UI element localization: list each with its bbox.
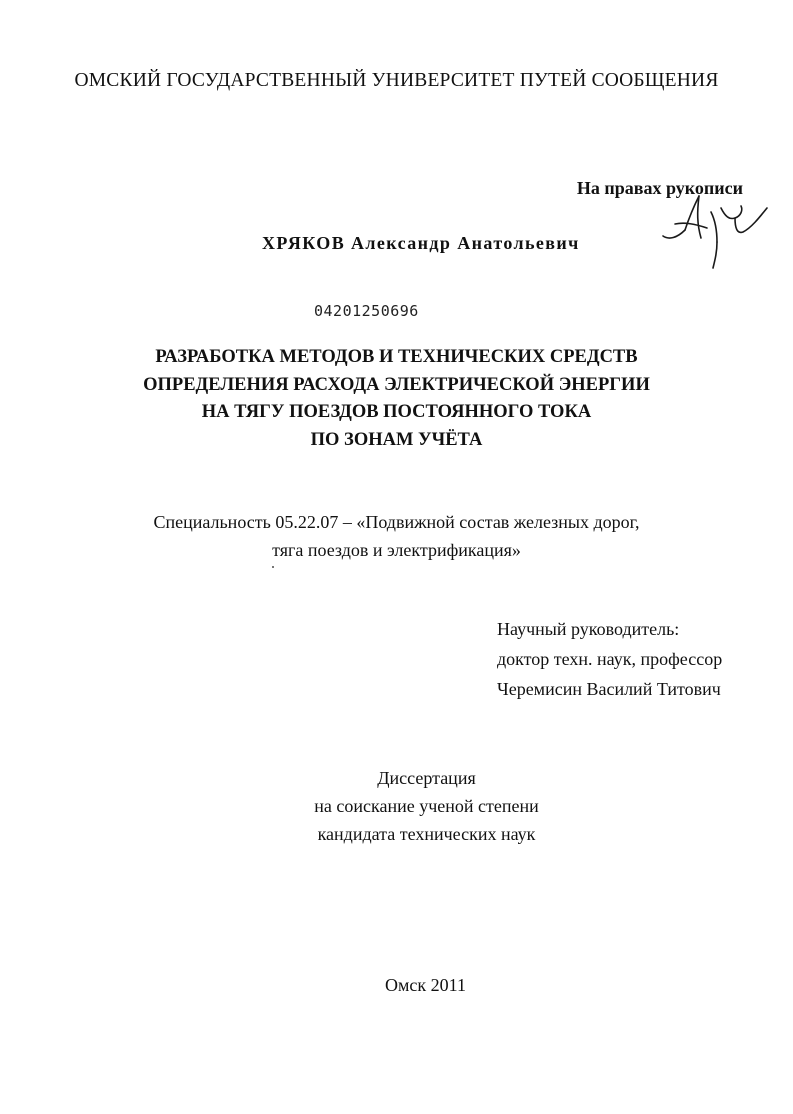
title-line: ПО ЗОНАМ УЧЁТА bbox=[310, 429, 483, 450]
dissertation-line: на соискание ученой степени bbox=[314, 796, 539, 816]
title-line: НА ТЯГУ ПОЕЗДОВ ПОСТОЯННОГО ТОКА bbox=[201, 402, 592, 422]
supervisor-degree: доктор техн. наук, профессор bbox=[497, 649, 723, 669]
place-year: Омск 2011 bbox=[385, 975, 466, 995]
supervisor-block bbox=[497, 614, 722, 704]
supervisor-label: Научный руководитель: bbox=[497, 619, 680, 639]
author-name: ХРЯКОВ Александр Анатольевич bbox=[262, 233, 580, 253]
dissertation-line: кандидата технических наук bbox=[317, 824, 536, 844]
dissertation-type bbox=[0, 764, 793, 848]
supervisor-name: Черемисин Василий Титович bbox=[497, 679, 721, 699]
university-name: ОМСКИЙ ГОСУДАРСТВЕННЫЙ УНИВЕРСИТЕТ ПУТЕЙ СООБЩЕНИЯ bbox=[74, 70, 719, 91]
title-line: РАЗРАБОТКА МЕТОДОВ И ТЕХНИЧЕСКИХ СРЕДСТВ bbox=[155, 347, 638, 367]
rights-note: На правах рукописи bbox=[576, 178, 743, 198]
scan-speck bbox=[272, 566, 274, 568]
specialty-line: Специальность 05.22.07 – «Подвижной состав железных дорог, bbox=[153, 512, 640, 532]
dissertation-line: Диссертация bbox=[377, 768, 476, 788]
title-line: ОПРЕДЕЛЕНИЯ РАСХОДА ЭЛЕКТРИЧЕСКОЙ ЭНЕРГИИ bbox=[143, 374, 650, 395]
registration-code: 04201250696 bbox=[314, 302, 419, 320]
specialty-line: тяга поездов и электрификация» bbox=[272, 540, 521, 560]
dissertation-title bbox=[0, 344, 793, 454]
specialty bbox=[0, 508, 793, 564]
signature-icon bbox=[655, 188, 775, 273]
